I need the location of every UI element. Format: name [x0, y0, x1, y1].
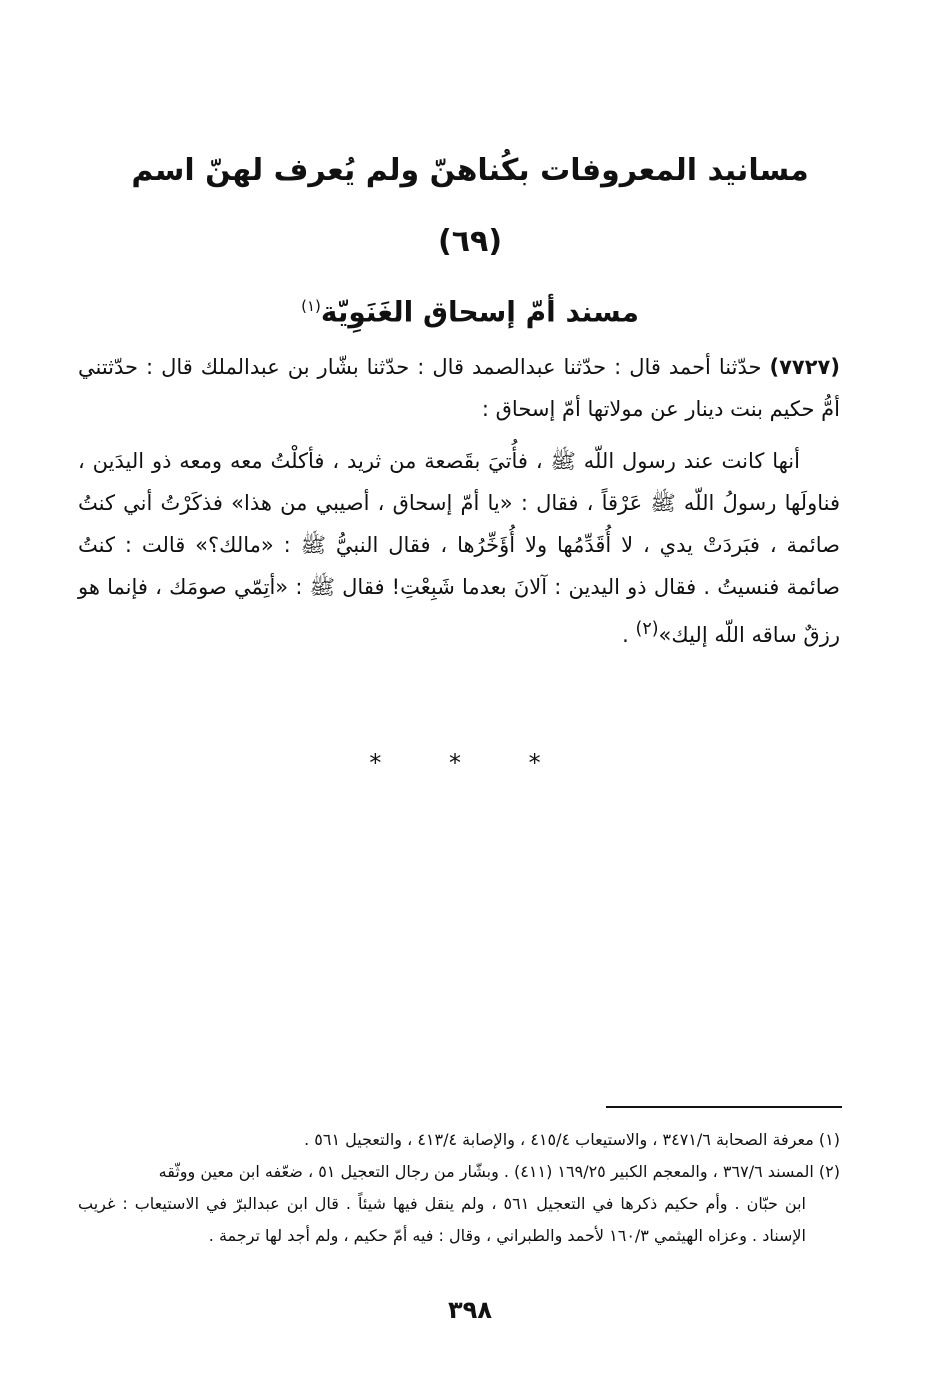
page-number: ٣٩٨	[448, 1296, 492, 1324]
footnote-2-first-line: (٢) المسند ٣٦٧/٦ ، والمعجم الكبير ١٦٩/٢٥ (٤١١) . وبشّار من رجال التعجيل ٥١ ، ضعّفه ابن معين ووثّقه	[158, 1162, 840, 1181]
footnotes	[78, 1124, 840, 1252]
hadith-isnad	[78, 346, 840, 430]
musnad-title-text: مسند أمّ إسحاق الغَنَوِيّة	[320, 295, 639, 329]
musnad-title	[70, 282, 870, 336]
footnote-divider	[606, 1106, 842, 1108]
hadith-matn	[78, 440, 840, 656]
footnote-2	[78, 1156, 840, 1252]
section-separator: * * *	[369, 749, 571, 777]
chapter-title: مسانيد المعروفات بكُناهنّ ولم يُعرف لهنّ اسم	[131, 153, 809, 188]
hadith-number: (٧٧٢٧)	[769, 355, 840, 379]
footnote-ref-1: (١)	[301, 297, 321, 315]
footnote-1: (١) معرفة الصحابة ٣٤٧١/٦ ، والاستيعاب ٤١٥/٤ ، والإصابة ٤١٣/٤ ، والتعجيل ٥٦١ .	[304, 1130, 840, 1149]
matn-text: أنها كانت عند رسول اللّه ﷺ ، فأُتيَ بقَصعة من ثريد ، فأكلْتُ معه ومعه ذو اليدَين ، فناولَها رسولُ اللّه ﷺ عَرْقاً ، فقال : «يا أمّ إسحاق ، أصيبي من هذا» فذكَرْتُ أني كنتُ صائمة ، فبَردَتْ يدي ، لا أُقَدِّمُها ولا أُؤَخِّرُها ، فقال النبيُّ ﷺ : «مالك؟» قالت : كنتُ صائمة فنسيتُ . فقال ذو اليدين : آلانَ بعدما شَبِعْتِ! فقال ﷺ : «أتِمّي صومَك ، فإنما هو رزقٌ ساقه اللّه إليك»	[78, 449, 840, 647]
matn-end: .	[622, 623, 636, 647]
footnote-ref-2: (٢)	[635, 619, 659, 639]
isnad-text: حدّثنا أحمد قال : حدّثنا عبدالصمد قال : حدّثنا بشّار بن عبدالملك قال : حدّثتني أمُّ حكيم بنت دينار عن مولاتها أمّ إسحاق :	[78, 355, 840, 421]
footnote-2-continuation: ابن حبّان . وأم حكيم ذكرها في التعجيل ٥٦١ ، ولم ينقل فيها شيئاً . قال ابن عبدالبرّ في الاستيعاب : غريب الإسناد . وعزاه الهيثمي ١٦٠/٣ لأحمد والطبراني ، وقال : فيه أمّ حكيم ، ولم أجد لها ترجمة .	[78, 1194, 807, 1245]
section-number: (٦٩)	[437, 224, 503, 259]
